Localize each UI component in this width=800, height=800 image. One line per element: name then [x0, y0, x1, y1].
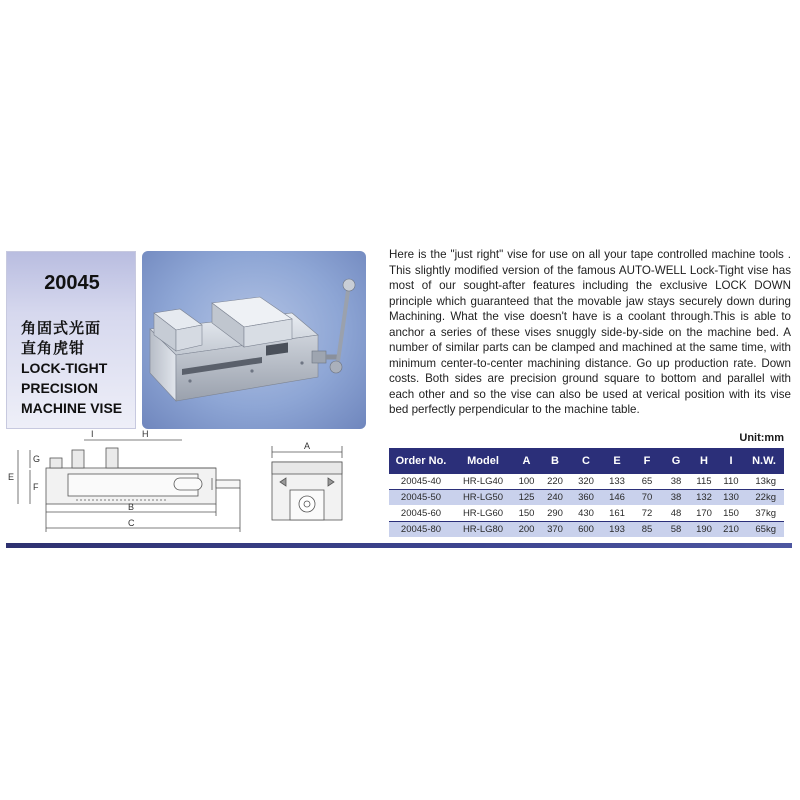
cell-model: HR-LG40	[453, 474, 513, 490]
header-c: C	[570, 448, 602, 474]
bottom-divider	[6, 543, 792, 548]
cell-g: 38	[662, 474, 690, 490]
spec-table	[389, 448, 784, 538]
header-f: F	[632, 448, 662, 474]
table-row	[389, 506, 784, 522]
cell-h: 132	[690, 490, 718, 506]
dim-label-b: B	[128, 502, 135, 512]
cell-h: 190	[690, 522, 718, 538]
cell-f: 65	[632, 474, 662, 490]
cell-g: 48	[662, 506, 690, 522]
product-description	[389, 247, 791, 418]
dim-label-f: F	[33, 482, 39, 492]
cell-f: 70	[632, 490, 662, 506]
cell-order-no: 20045-80	[389, 522, 453, 538]
cell-model: HR-LG50	[453, 490, 513, 506]
cell-a: 100	[513, 474, 540, 490]
cell-e: 146	[602, 490, 632, 506]
side-view-drawing	[6, 430, 252, 538]
cell-i: 210	[718, 522, 744, 538]
cell-nw: 65kg	[744, 522, 784, 538]
cell-g: 58	[662, 522, 690, 538]
table-header-row	[389, 448, 784, 474]
order-code: 20045	[44, 272, 100, 294]
table-row	[389, 522, 784, 538]
cell-order-no: 20045-50	[389, 490, 453, 506]
cell-model: HR-LG80	[453, 522, 513, 538]
cell-c: 360	[570, 490, 602, 506]
description-text: Here is the "just right" vise for use on all your tape controlled machine tools . This slightly modified version of the famous AUTO-WELL Lock-Tight vise has most of our sought-after features including the exclusive LOCK DOWN principle which guaranteed that the movable jaw stays securely down during Machining. What the vise doesn't have is a coolant through.This is able to anchor a series of these vises snuggly side-by-side on the machine bed. A number of similar parts can be clamped and machined at the same time, with minimum center-to-center machining distance. Go up production rate. Down costs. Both sides are precision ground square to bottom and parallel with each other and so the vise can also be used at verical position with its vise bed perfectly perpendicular to the machine table.	[389, 248, 791, 416]
cell-e: 193	[602, 522, 632, 538]
header-order-no: Order No.	[389, 448, 453, 474]
cell-i: 130	[718, 490, 744, 506]
cell-h: 170	[690, 506, 718, 522]
title-card	[6, 251, 136, 429]
cell-b: 220	[540, 474, 570, 490]
cell-nw: 22kg	[744, 490, 784, 506]
cell-nw: 13kg	[744, 474, 784, 490]
unit-label: Unit:mm	[739, 432, 784, 444]
cell-nw: 37kg	[744, 506, 784, 522]
header-h: H	[690, 448, 718, 474]
cell-order-no: 20045-40	[389, 474, 453, 490]
cell-b: 290	[540, 506, 570, 522]
table-row	[389, 490, 784, 506]
title-cn-line-1: 角固式光面	[21, 319, 102, 337]
dim-label-h: H	[142, 430, 149, 439]
header-b: B	[540, 448, 570, 474]
dim-label-i: I	[91, 430, 94, 439]
cell-order-no: 20045-60	[389, 506, 453, 522]
header-i: I	[718, 448, 744, 474]
header-e: E	[602, 448, 632, 474]
dim-label-g: G	[33, 454, 41, 464]
title-en-line-3: MACHINE VISE	[21, 400, 123, 416]
cell-c: 430	[570, 506, 602, 522]
front-view-drawing	[268, 440, 348, 524]
cell-e: 161	[602, 506, 632, 522]
title-en-line-2: PRECISION	[21, 380, 99, 396]
cell-c: 600	[570, 522, 602, 538]
cell-f: 72	[632, 506, 662, 522]
product-title	[21, 318, 122, 418]
cell-a: 150	[513, 506, 540, 522]
cell-a: 125	[513, 490, 540, 506]
cell-i: 150	[718, 506, 744, 522]
title-en-line-1: LOCK-TIGHT	[21, 360, 108, 376]
cell-i: 110	[718, 474, 744, 490]
cell-f: 85	[632, 522, 662, 538]
header-g: G	[662, 448, 690, 474]
cell-e: 133	[602, 474, 632, 490]
cell-b: 370	[540, 522, 570, 538]
title-cn-line-2: 直角虎钳	[21, 339, 86, 357]
dim-label-e: E	[8, 472, 15, 482]
cell-h: 115	[690, 474, 718, 490]
cell-model: HR-LG60	[453, 506, 513, 522]
header-nw: N.W.	[744, 448, 784, 474]
cell-g: 38	[662, 490, 690, 506]
header-a: A	[513, 448, 540, 474]
product-photo	[142, 251, 366, 429]
cell-b: 240	[540, 490, 570, 506]
table-row	[389, 474, 784, 490]
dim-label-a: A	[304, 441, 311, 451]
cell-c: 320	[570, 474, 602, 490]
dim-label-c: C	[128, 518, 135, 528]
cell-a: 200	[513, 522, 540, 538]
header-model: Model	[453, 448, 513, 474]
vise-illustration	[142, 251, 366, 429]
